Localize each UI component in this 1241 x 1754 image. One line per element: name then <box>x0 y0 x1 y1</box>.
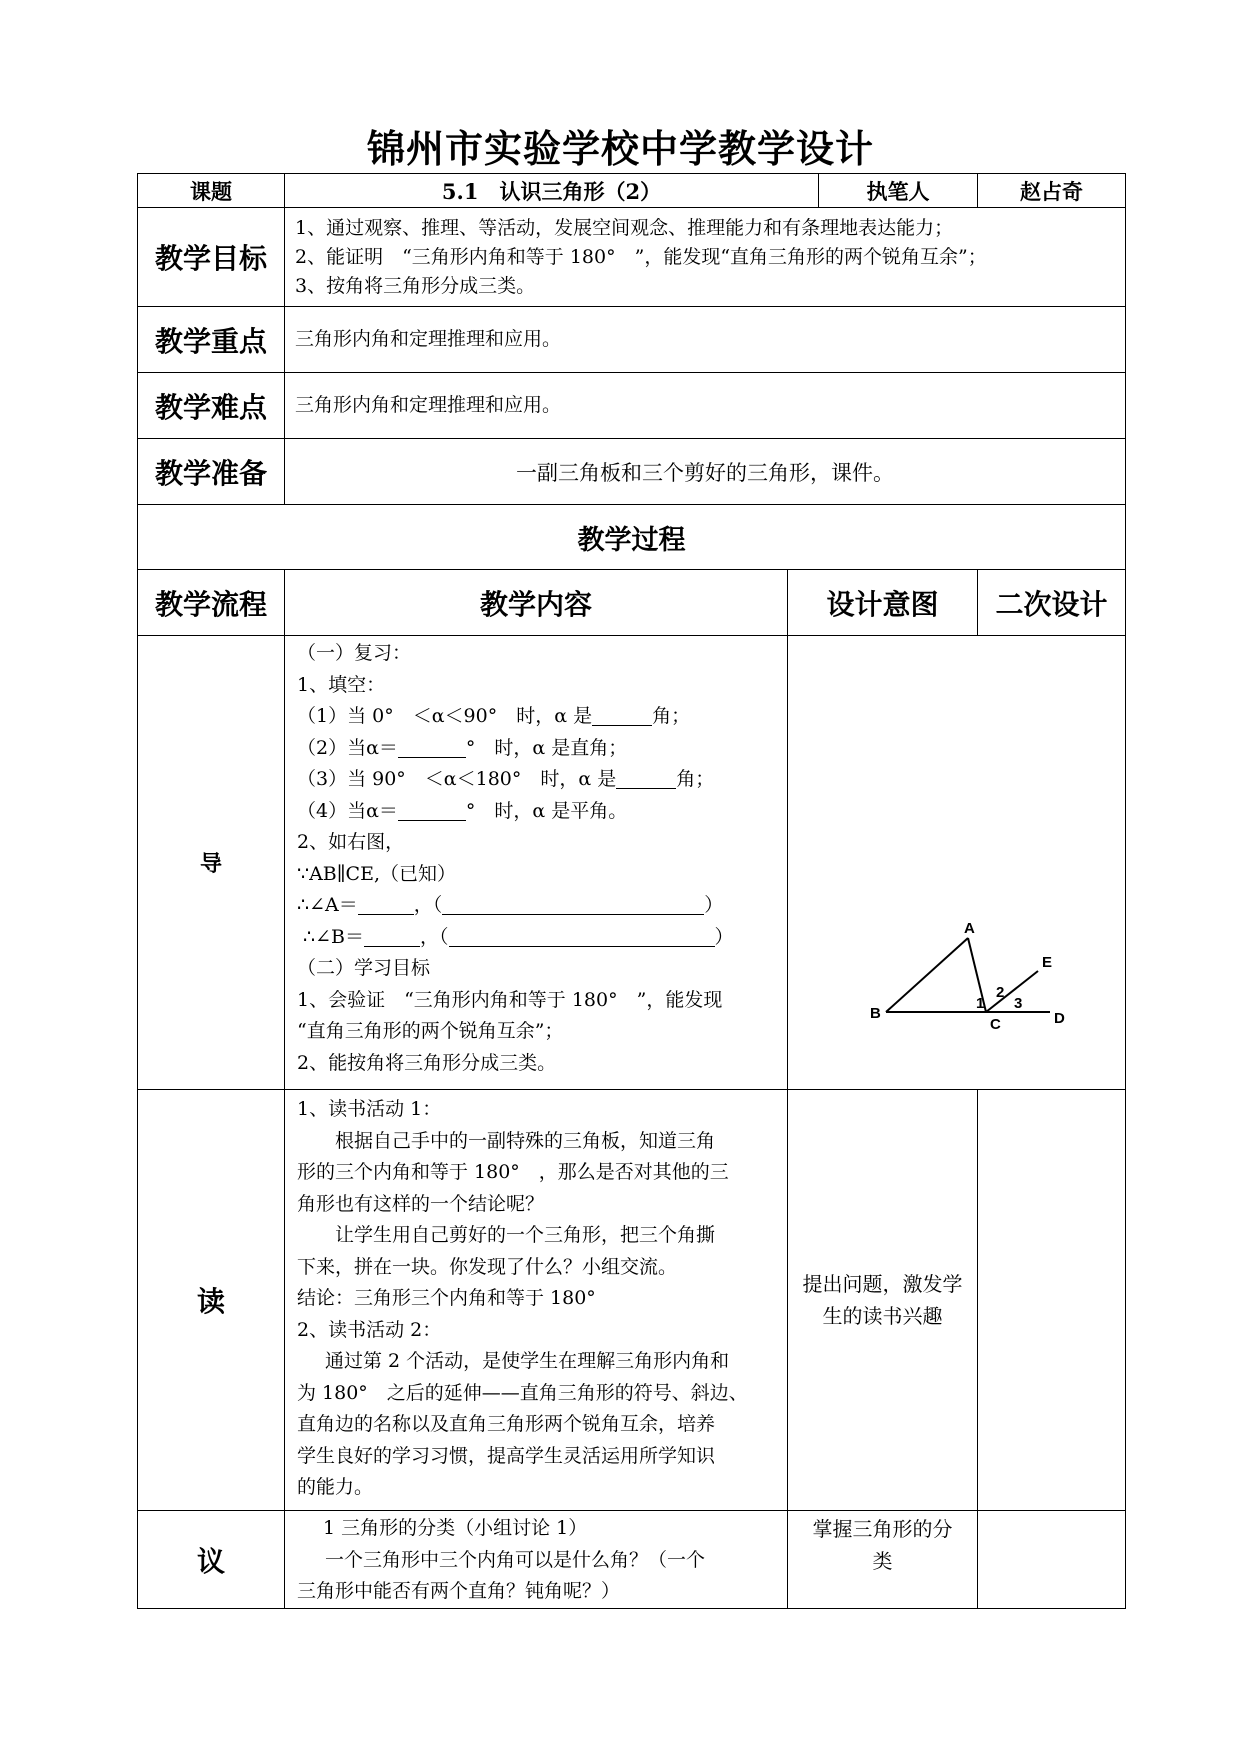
text-line <box>297 796 777 828</box>
read-intent <box>788 1090 978 1511</box>
text-line: ∵AB∥CE,（已知） <box>297 862 456 885</box>
text-fragment: ∴∠B＝ <box>303 925 364 948</box>
text-fragment: ° 时，α 是直角； <box>465 736 628 759</box>
text-fragment: 角； <box>676 768 715 790</box>
stage-discuss: 议 <box>138 1511 285 1609</box>
text-line: 让学生用自己剪好的一个三角形，把三个角撕 <box>335 1224 716 1246</box>
label-e: E <box>1042 954 1053 971</box>
reason-blank[interactable] <box>442 892 704 915</box>
stage-read: 读 <box>138 1090 285 1511</box>
intent-line: 掌握三角形的分 <box>812 1517 953 1541</box>
text-fragment: ，（ <box>419 925 449 948</box>
col-header-flow: 教学流程 <box>138 570 285 636</box>
text-line: 1、会验证 “三角形内角和等于 180° ”，能发现 <box>297 988 723 1011</box>
guide-figure-cell <box>788 636 1126 1090</box>
text-fragment: （2）当α＝ <box>297 736 398 759</box>
text-fragment: ∴∠A＝ <box>297 894 358 916</box>
triangle-figure <box>788 636 1125 1088</box>
goals-text <box>285 208 1126 307</box>
label-c: C <box>990 1016 1001 1033</box>
preparation-text: 一副三角板和三个剪好的三角形，课件。 <box>285 439 1126 505</box>
key-point-label: 教学重点 <box>138 307 285 373</box>
angle-2-label: 2 <box>996 984 1005 1001</box>
text-line: 2、读书活动 2： <box>297 1318 442 1341</box>
text-fragment: ） <box>704 894 724 916</box>
text-fragment: ，（ <box>413 894 443 916</box>
text-line: 2、如右图， <box>297 831 405 853</box>
text-line: 2、能按角将三角形分成三类。 <box>297 1051 557 1074</box>
text-line: 1 三角形的分类（小组讨论 1） <box>323 1517 588 1539</box>
text-fragment: ° 时，α 是平角。 <box>465 799 628 822</box>
text-line: （一）复习： <box>297 642 412 664</box>
text-line: 根据自己手中的一副特殊的三角板，知道三角 <box>335 1129 716 1152</box>
text-line: 学生良好的学习习惯，提高学生灵活运用所学知识 <box>297 1444 716 1467</box>
text-fragment: （4）当α＝ <box>297 799 398 822</box>
text-line: 通过第 2 个活动，是使学生在理解三角形内角和 <box>325 1350 730 1372</box>
intent-line: 类 <box>872 1549 893 1573</box>
text-line: 1、填空： <box>297 673 386 696</box>
label-d: D <box>1054 1010 1065 1027</box>
text-line: 下来，拼在一块。你发现了什么？小组交流。 <box>297 1255 678 1278</box>
text-fragment: （3）当 90° ＜α＜180° 时，α 是 <box>297 768 617 790</box>
lesson-plan-table <box>137 173 1126 1609</box>
text-line: （二）学习目标 <box>297 957 431 979</box>
read-redesign-cell[interactable] <box>978 1090 1126 1511</box>
text-fragment: ） <box>714 925 734 948</box>
discuss-redesign-cell[interactable] <box>978 1511 1126 1609</box>
difficulty-label: 教学难点 <box>138 373 285 439</box>
answer-blank[interactable] <box>398 735 466 758</box>
difficulty-text: 三角形内角和定理推理和应用。 <box>285 373 1126 439</box>
text-fragment: （1）当 0° ＜α＜90° 时，α 是 <box>297 705 593 727</box>
goal-line: 2、能证明 “三角形内角和等于 180° ”，能发现“直角三角形的两个锐角互余”； <box>295 245 987 268</box>
label-a: A <box>964 920 975 937</box>
text-line <box>297 733 777 765</box>
stage-guide: 导 <box>138 636 285 1090</box>
text-line: 结论：三角形三个内角和等于 180° <box>297 1287 596 1309</box>
line-ba <box>886 938 968 1012</box>
preparation-label: 教学准备 <box>138 439 285 505</box>
guide-content <box>285 636 788 1090</box>
intent-line: 提出问题，激发学 <box>802 1272 963 1296</box>
goal-line: 1、通过观察、推理、等活动，发展空间观念、推理能力和有条理地表达能力； <box>295 216 954 239</box>
page-title: 锦州市实验学校中学教学设计 <box>366 127 874 171</box>
discuss-content <box>285 1511 788 1609</box>
text-line: 为 180° 之后的延伸——直角三角形的符号、斜边、 <box>297 1381 748 1404</box>
angle-3-label: 3 <box>1014 995 1023 1012</box>
answer-blank[interactable] <box>398 798 466 821</box>
topic-value: 5.1 认识三角形（2） <box>285 174 819 208</box>
col-header-content: 教学内容 <box>285 570 788 636</box>
text-line <box>297 764 777 796</box>
text-line: 直角边的名称以及直角三角形两个锐角互余，培养 <box>297 1413 716 1435</box>
col-header-intent: 设计意图 <box>788 570 978 636</box>
line-ce <box>986 971 1038 1012</box>
text-fragment: 角； <box>652 705 691 727</box>
text-line: 的能力。 <box>297 1476 374 1498</box>
text-line <box>297 922 777 954</box>
goals-label: 教学目标 <box>138 208 285 307</box>
author-label: 执笔人 <box>819 174 978 208</box>
text-line: 三角形中能否有两个直角？钝角呢？） <box>297 1580 621 1602</box>
process-title: 教学过程 <box>138 505 1126 570</box>
text-line: 形的三个内角和等于 180° ，那么是否对其他的三 <box>297 1161 729 1183</box>
topic-label: 课题 <box>138 174 285 208</box>
intent-line: 生的读书兴趣 <box>822 1304 943 1328</box>
discuss-intent <box>788 1511 978 1609</box>
answer-blank[interactable] <box>364 924 420 947</box>
text-line: 一个三角形中三个内角可以是什么角？（一个 <box>325 1548 706 1571</box>
text-line: 1、读书活动 1： <box>297 1098 442 1120</box>
answer-blank[interactable] <box>358 892 414 915</box>
text-line: “直角三角形的两个锐角互余”； <box>297 1020 564 1042</box>
goal-line: 3、按角将三角形分成三类。 <box>295 274 536 297</box>
answer-blank[interactable] <box>592 703 652 726</box>
text-line: 角形也有这样的一个结论呢？ <box>297 1192 545 1215</box>
reason-blank[interactable] <box>449 924 715 947</box>
answer-blank[interactable] <box>616 766 676 789</box>
read-content <box>285 1090 788 1511</box>
label-b: B <box>870 1005 881 1022</box>
text-line <box>297 890 777 922</box>
text-line <box>297 701 777 733</box>
author-value: 赵占奇 <box>978 174 1126 208</box>
angle-1-label: 1 <box>976 995 985 1012</box>
key-point-text: 三角形内角和定理推理和应用。 <box>285 307 1126 373</box>
col-header-redesign: 二次设计 <box>978 570 1126 636</box>
